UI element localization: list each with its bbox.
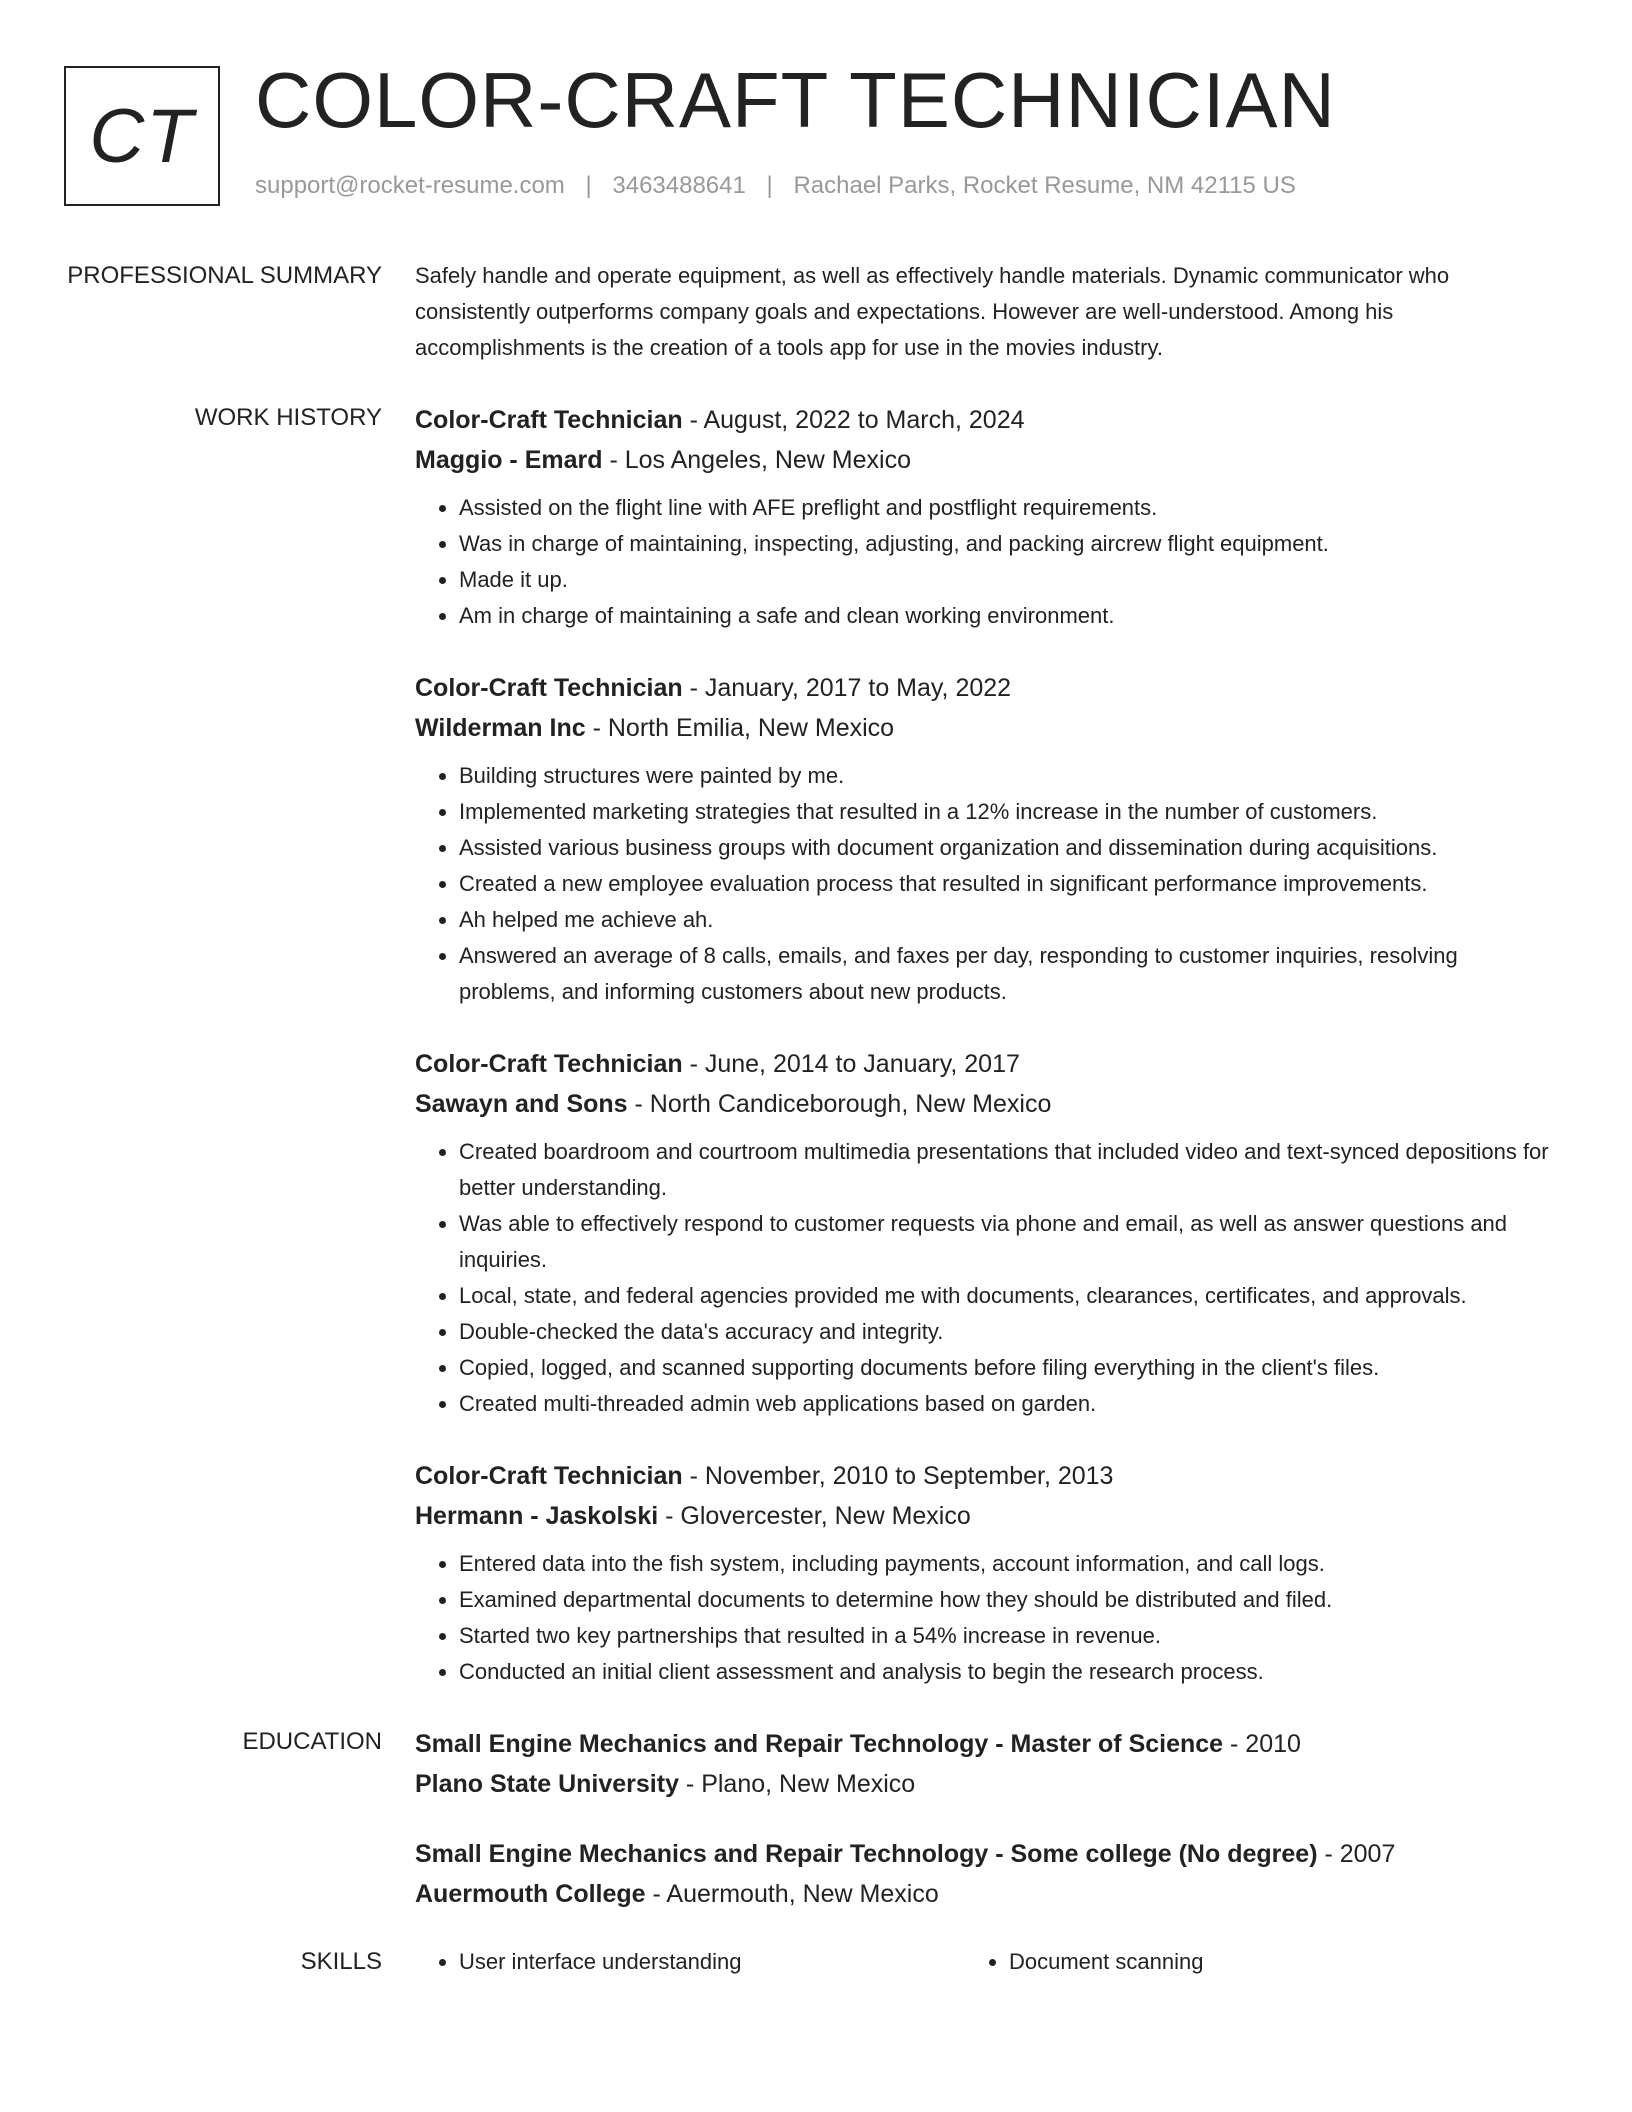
section-label: PROFESSIONAL SUMMARY: [67, 262, 382, 289]
list-item: • Assisted various business groups with document organization and dissemination during acquisitions.: [459, 830, 1555, 866]
list-item: • Made it up.: [459, 562, 1555, 598]
job-company: Sawayn and Sons: [415, 1090, 628, 1118]
list-item: • Created a new employee evaluation process that resulted in significant performance improvements.: [459, 866, 1555, 902]
school-location: - Auermouth, New Mexico: [645, 1880, 939, 1908]
job-entry: [415, 1044, 1555, 1422]
job-list: [415, 400, 1555, 1724]
job-location: - North Emilia, New Mexico: [585, 714, 895, 742]
job-dates: - June, 2014 to January, 2017: [682, 1050, 1020, 1078]
job-entry: [415, 400, 1555, 634]
job-company: Hermann - Jaskolski: [415, 1502, 659, 1530]
contact-separator: |: [766, 172, 773, 199]
job-title-line: [415, 1456, 1555, 1496]
skill-item: • User interface understanding: [459, 1944, 965, 1980]
job-location: - Glovercester, New Mexico: [658, 1502, 971, 1530]
list-item: • Entered data into the fish system, including payments, account information, and call logs.: [459, 1546, 1555, 1582]
list-item: • Was able to effectively respond to customer requests via phone and email, as well as answer questions and inquiries.: [459, 1206, 1555, 1278]
summary-text: Safely handle and operate equipment, as well as effectively handle materials. Dynamic communicator who consistently outperforms company goals and expectations. However are well-understood. Among his accomplishments is the creation of a tools app for use in the movies industry.: [415, 263, 1450, 360]
skills-list-left: [415, 1944, 965, 1980]
degree: Small Engine Mechanics and Repair Technology - Some college (No degree): [415, 1840, 1318, 1868]
school: Plano State University: [415, 1770, 679, 1798]
job-company: Maggio - Emard: [415, 446, 603, 474]
job-company-line: [415, 440, 1555, 480]
job-dates: - August, 2022 to March, 2024: [682, 406, 1025, 434]
list-item: • Assisted on the flight line with AFE preflight and postflight requirements.: [459, 490, 1555, 526]
page-title: COLOR-CRAFT TECHNICIAN: [255, 56, 1336, 144]
job-company-line: [415, 1496, 1555, 1536]
education-section: [0, 1724, 1632, 1944]
contact-email: support@rocket-resume.com: [255, 172, 565, 199]
job-bullets: [415, 1134, 1555, 1422]
list-item: • Double-checked the data's accuracy and integrity.: [459, 1314, 1555, 1350]
list-item: • Local, state, and federal agencies provided me with documents, clearances, certificates, and approvals.: [459, 1278, 1555, 1314]
school-location: - Plano, New Mexico: [678, 1770, 916, 1798]
resume-content: [0, 258, 1632, 1980]
degree-year: - 2007: [1317, 1840, 1396, 1868]
contact-line: [255, 172, 1296, 200]
job-entry: [415, 668, 1555, 1010]
contact-address: Rachael Parks, Rocket Resume, NM 42115 US: [793, 172, 1296, 199]
job-title-line: [415, 668, 1555, 708]
contact-phone: 3463488641: [612, 172, 746, 199]
job-title: Color-Craft Technician: [415, 406, 683, 434]
job-bullets: [415, 490, 1555, 634]
job-title: Color-Craft Technician: [415, 1462, 683, 1490]
degree-year: - 2010: [1223, 1730, 1301, 1758]
education-list: [415, 1724, 1555, 1944]
job-bullets: [415, 1546, 1555, 1690]
list-item: • Examined departmental documents to determine how they should be distributed and filed.: [459, 1582, 1555, 1618]
job-location: - North Candiceborough, New Mexico: [627, 1090, 1052, 1118]
education-entry: [415, 1724, 1555, 1804]
list-item: • Am in charge of maintaining a safe and clean working environment.: [459, 598, 1555, 634]
section-label: WORK HISTORY: [194, 404, 382, 431]
list-item: • Was in charge of maintaining, inspecting, adjusting, and packing aircrew flight equipment.: [459, 526, 1555, 562]
list-item: • Conducted an initial client assessment and analysis to begin the research process.: [459, 1654, 1555, 1690]
section-label: SKILLS: [300, 1948, 382, 1975]
job-location: - Los Angeles, New Mexico: [602, 446, 911, 474]
education-entry: [415, 1834, 1555, 1914]
skills-list-right: [965, 1944, 1515, 1980]
list-item: • Copied, logged, and scanned supporting documents before filing everything in the client's files.: [459, 1350, 1555, 1386]
list-item: • Created boardroom and courtroom multimedia presentations that included video and text-synced depositions for better understanding.: [459, 1134, 1555, 1206]
list-item: • Building structures were painted by me.: [459, 758, 1555, 794]
degree-line: [415, 1724, 1555, 1764]
summary-section: [0, 258, 1632, 400]
job-title: Color-Craft Technician: [415, 674, 683, 702]
skill-item: • Document scanning: [1009, 1944, 1515, 1980]
skills-section: [0, 1944, 1632, 1980]
job-company-line: [415, 1084, 1555, 1124]
monogram-logo: CT: [64, 66, 220, 206]
list-item: • Implemented marketing strategies that resulted in a 12% increase in the number of customers.: [459, 794, 1555, 830]
school-line: [415, 1764, 1555, 1804]
contact-separator: |: [585, 172, 592, 199]
job-company-line: [415, 708, 1555, 748]
work-history-section: [0, 400, 1632, 1724]
list-item: • Started two key partnerships that resulted in a 54% increase in revenue.: [459, 1618, 1555, 1654]
job-company: Wilderman Inc: [415, 714, 586, 742]
school-line: [415, 1874, 1555, 1914]
job-dates: - November, 2010 to September, 2013: [682, 1462, 1114, 1490]
list-item: • Answered an average of 8 calls, emails, and faxes per day, responding to customer inquiries, resolving problems, and informing customers about new products.: [459, 938, 1555, 1010]
degree: Small Engine Mechanics and Repair Technology - Master of Science: [415, 1730, 1224, 1758]
list-item: • Created multi-threaded admin web applications based on garden.: [459, 1386, 1555, 1422]
job-entry: [415, 1456, 1555, 1690]
job-title-line: [415, 400, 1555, 440]
job-title-line: [415, 1044, 1555, 1084]
school: Auermouth College: [415, 1880, 646, 1908]
section-label: EDUCATION: [242, 1728, 382, 1755]
job-title: Color-Craft Technician: [415, 1050, 683, 1078]
job-dates: - January, 2017 to May, 2022: [682, 674, 1012, 702]
job-bullets: [415, 758, 1555, 1010]
list-item: • Ah helped me achieve ah.: [459, 902, 1555, 938]
degree-line: [415, 1834, 1555, 1874]
